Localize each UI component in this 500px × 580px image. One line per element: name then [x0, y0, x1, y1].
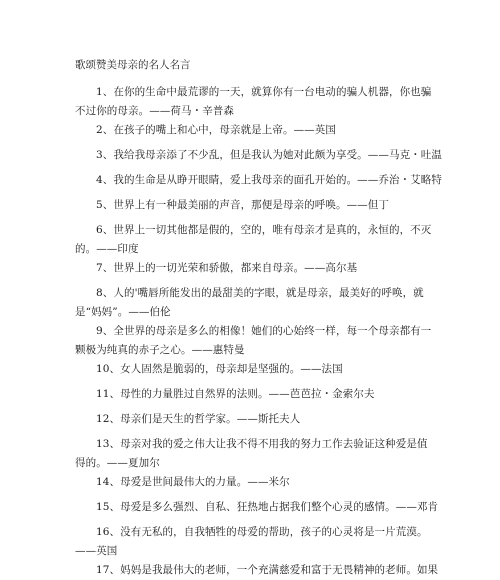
quote-8: 8、人的'嘴唇所能发出的最甜美的字眼，就是母亲，最美好的呼唤，就是“妈妈”。——伯伦: [75, 287, 424, 318]
quote-2: 2、在孩子的嘴上和心中，母亲就是上帝。——英国: [96, 124, 336, 136]
quote-14: 14、母爱是世间最伟大的力量。——米尔: [96, 476, 290, 488]
quote-5: 5、世界上有一种最美丽的声音，那便是母亲的呼唤。——但丁: [96, 199, 389, 211]
quote-3: 3、我给我母亲添了不少乱，但是我认为她对此颇为享受。——马克・吐温: [96, 149, 442, 161]
quote-6: 6、世界上一切其他都是假的，空的，唯有母亲才是真的，永恒的，不灭的。——印度: [75, 224, 432, 255]
quote-7: 7、世界上的一切光荣和骄傲，都来自母亲。——高尔基: [96, 262, 358, 274]
document-title: 歌颂赞美母亲的名人名言: [75, 59, 191, 71]
quote-15: 15、母爱是多么强烈、自私、狂热地占据我们整个心灵的感情。——邓肯: [96, 501, 439, 513]
quote-17: 17、妈妈是我最伟大的老师，一个充满慈爱和富于无畏精神的老师。如果: [96, 564, 439, 576]
quote-9: 9、全世界的母亲是多么的相像！她们的心始终一样，每一个母亲都有一颗极为纯真的赤子之心。——惠特曼: [75, 325, 432, 356]
quote-4: 4、我的生命是从睁开眼睛，爱上我母亲的面孔开始的。——乔治・艾略特: [96, 174, 442, 186]
quote-1: 1、在你的生命中最荒谬的一天，就算你有一台电动的骗人机器，你也骗不过你的母亲。——荷马・辛普森: [75, 86, 432, 117]
quote-11: 11、母性的力量胜过自然界的法则。——芭芭拉・金索尔夫: [96, 388, 375, 400]
quote-13: 13、母亲对我的爱之伟大让我不得不用我的努力工作去验证这种爱是值得的。——夏加尔: [75, 438, 428, 469]
quote-12: 12、母亲们是天生的哲学家。——斯托夫人: [96, 413, 301, 425]
quote-16: 16、没有无私的，自我牺牲的母爱的帮助，孩子的心灵将是一片荒漠。——英国: [75, 526, 428, 557]
quote-10: 10、女人固然是脆弱的，母亲却是坚强的。——法国: [96, 363, 343, 375]
